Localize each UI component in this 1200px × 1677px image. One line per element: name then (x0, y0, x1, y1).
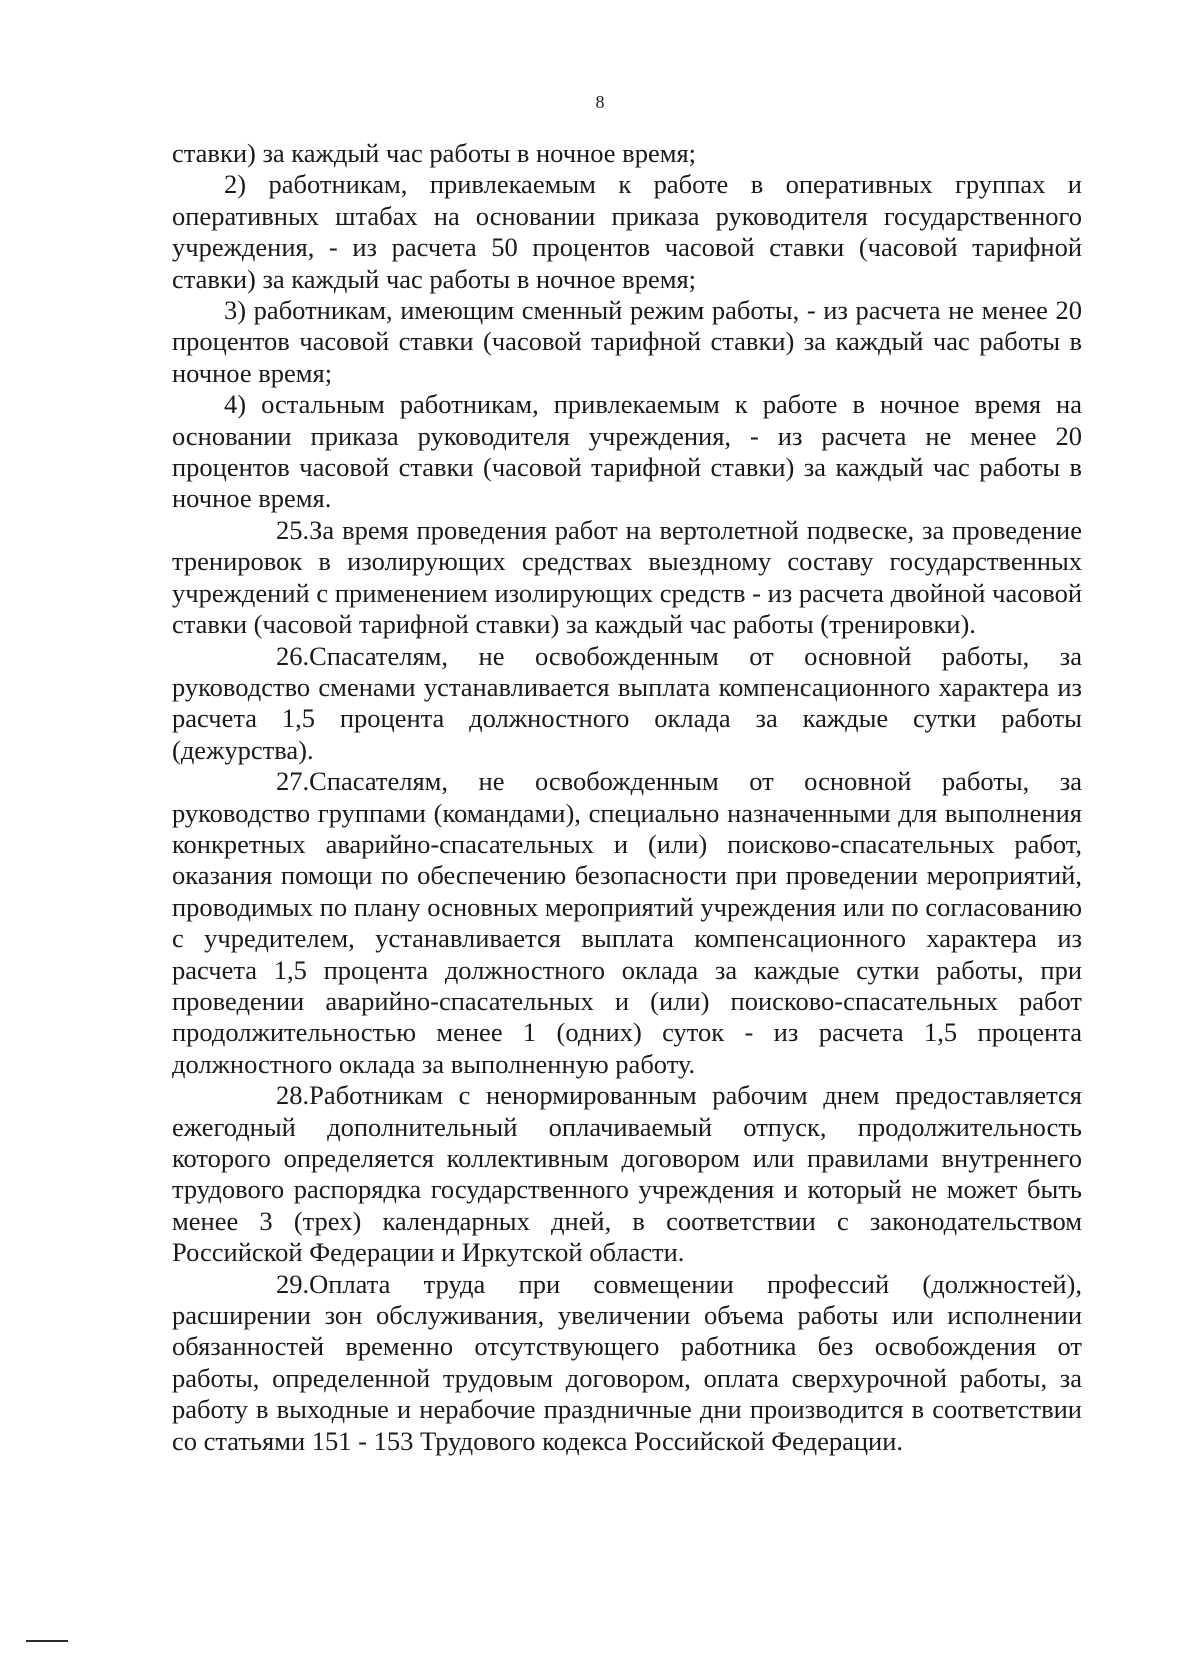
clause-number: 29. (276, 1268, 310, 1299)
list-item-4: 4) остальным работникам, привлекаемым к работе в ночное время на основании приказа руководителя учреждения, - из расчета не менее 20 процентов часовой ставки (часовой тарифной ставки) за каждый час работы в ночное время. (172, 389, 1082, 514)
list-item-2: 2) работникам, привлекаемым к работе в оперативных группах и оперативных штабах на основании приказа руководителя государственного учреждения, - из расчета 50 процентов часовой ставки (часовой тарифной ставки) за каждый час работы в ночное время; (172, 169, 1082, 294)
paragraph-continuation: ставки) за каждый час работы в ночное время; (172, 138, 697, 168)
list-item-3: 3) работникам, имеющим сменный режим работы, - из расчета не менее 20 процентов часовой ставки (часовой тарифной ставки) за каждый час работы в ночное время; (172, 295, 1082, 388)
clause-text: Работникам с ненормированным рабочим днем предоставляется ежегодный дополнительный оплачиваемый отпуск, продолжительность которого определяется коллективным договором или правилами внутреннего трудового распорядка государственного учреждения и который не может быть менее 3 (трех) календарных дней, в соответствии с законодательством Российской Федерации и Иркутской области. (172, 1080, 1082, 1268)
scan-edge-mark (26, 1640, 68, 1642)
clause-27 (172, 766, 1082, 1080)
clause-26 (172, 641, 1082, 767)
clause-text: Спасателям, не освобожденным от основной работы, за руководство сменами устанавливается выплата компенсационного характера из расчета 1,5 процента должностного оклада за каждые сутки работы (дежурства). (172, 640, 1082, 765)
clause-29 (172, 1269, 1082, 1457)
clause-number: 28. (276, 1080, 310, 1111)
clause-28 (172, 1080, 1082, 1268)
clause-number: 25. (276, 514, 310, 545)
clause-text: Спасателям, не освобожденным от основной работы, за руководство группами (командами), специально назначенными для выполнения конкретных аварийно-спасательных и (или) поисково-спасательных работ, оказания помощи по обеспечению безопасности при проведении мероприятий, проводимых по плану основных мероприятий учреждения или по согласованию с учредителем, устанавливается выплата компенсационного характера из расчета 1,5 процента должностного оклада за каждые сутки работы, при проведении аварийно-спасательных и (или) поисково-спасательных работ продолжительностью менее 1 (одних) суток - из расчета 1,5 процента должностного оклада за выполненную работу. (172, 766, 1082, 1079)
page-number: 8 (595, 92, 605, 112)
clause-number: 27. (276, 766, 310, 797)
clause-number: 26. (276, 640, 310, 671)
clause-25 (172, 515, 1082, 641)
document-body (172, 138, 1082, 1457)
clause-text: Оплата труда при совмещении профессий (должностей), расширении зон обслуживания, увеличении объема работы или исполнении обязанностей временно отсутствующего работника без освобождения от работы, определенной трудовым договором, оплата сверхурочной работы, за работу в выходные и нерабочие праздничные дни производится в соответствии со статьями 151 - 153 Трудового кодекса Российской Федерации. (172, 1268, 1082, 1456)
clause-text: За время проведения работ на вертолетной подвеске, за проведение тренировок в изолирующих средствах выездному составу государственных учреждений с применением изолирующих средств - из расчета двойной часовой ставки (часовой тарифной ставки) за каждый час работы (тренировки). (172, 514, 1082, 640)
